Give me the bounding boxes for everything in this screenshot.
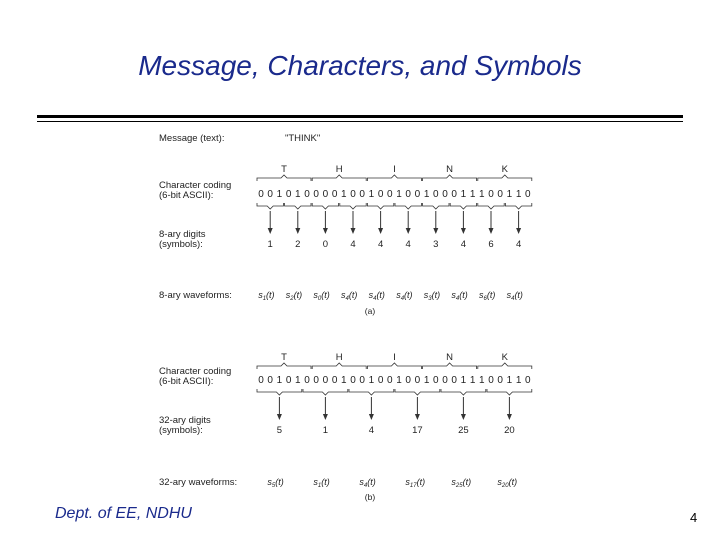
part-a-bit: 0 [267, 189, 273, 200]
part-b-coding-label-2: (6-bit ASCII): [159, 376, 214, 387]
part-a-bit: 0 [377, 189, 384, 200]
part-b-caption: (b) [364, 492, 376, 502]
part-b-digit: 1 [322, 425, 329, 436]
part-a-char-h: H [335, 164, 343, 175]
part-a-bit: 0 [525, 189, 531, 200]
part-a-bit: 0 [497, 189, 503, 200]
part-a-arrow-head [516, 228, 521, 234]
part-a-waveform: $s_1(t)$ [258, 290, 275, 302]
part-b-bit: 1 [368, 375, 375, 386]
part-b-char-bracket [257, 363, 311, 369]
part-a-coding-label-1: Character coding [159, 180, 232, 191]
part-a-bit: 1 [479, 189, 485, 200]
part-a-char-k: K [501, 164, 508, 175]
part-a-bit: 1 [515, 189, 522, 200]
part-b-symbol-bracket [303, 389, 348, 395]
part-b-bit: 0 [414, 375, 421, 386]
part-b-digit: 4 [368, 425, 375, 436]
part-b-waveform: $s_{17}(t)$ [405, 477, 426, 489]
part-b-arrow-head [507, 414, 512, 420]
part-a-digit: 4 [515, 239, 522, 250]
part-a-bit: 0 [322, 189, 329, 200]
part-b-char-t: T [281, 352, 287, 363]
part-b-waveform: $s_{20}(t)$ [497, 477, 518, 489]
part-a-waveform: $s_2(t)$ [285, 290, 303, 302]
part-a-symbol-bracket [312, 203, 338, 209]
part-b-bit: 1 [479, 375, 485, 386]
part-b-bit: 0 [488, 375, 494, 386]
part-b-arrow-head [323, 414, 328, 420]
part-a-bit: 1 [469, 189, 476, 200]
part-a-waveform: $s_4(t)$ [368, 290, 385, 302]
part-a-arrow-head [295, 228, 300, 234]
part-b-char-bracket [367, 363, 421, 369]
part-b-digit: 20 [504, 425, 515, 436]
part-a-digit: 4 [377, 239, 384, 250]
part-a-symbol-bracket [478, 203, 504, 209]
part-b-bit: 0 [359, 375, 365, 386]
part-a-digits-label-1: 8-ary digits [159, 229, 206, 240]
part-a-bit: 0 [331, 189, 338, 200]
part-a-bit: 0 [433, 189, 439, 200]
part-b-bit: 1 [341, 375, 347, 386]
part-a-arrow-head [461, 228, 466, 234]
part-a-bit: 0 [451, 189, 457, 200]
part-a-bit: 0 [350, 189, 356, 200]
part-a-arrow-head [433, 228, 438, 234]
part-a-digit: 4 [405, 239, 411, 250]
part-a-digit: 0 [322, 239, 329, 250]
part-b-bit: 1 [276, 375, 283, 386]
part-b-arrow-head [415, 414, 420, 420]
part-b-char-k: K [501, 352, 508, 363]
part-a-char-n: N [446, 164, 454, 175]
part-a-bit: 0 [313, 189, 319, 200]
part-b-symbol-bracket [349, 389, 394, 395]
part-a-waveform: $s_0(t)$ [313, 290, 330, 302]
part-b-bit: 0 [405, 375, 411, 386]
part-b-char-bracket [312, 363, 366, 369]
part-b-bit: 1 [460, 375, 467, 386]
part-b-bit: 1 [506, 375, 513, 386]
part-a-symbol-bracket [367, 203, 393, 209]
part-a-char-bracket [367, 175, 421, 181]
part-a-bit: 1 [295, 189, 301, 200]
part-a-digit: 1 [267, 239, 273, 250]
part-b-arrow-head [277, 414, 282, 420]
part-b-waveforms-label: 32-ary waveforms: [159, 477, 238, 488]
part-b-digits-label-1: 32-ary digits [159, 415, 211, 426]
part-a-bit: 0 [258, 189, 264, 200]
part-a-coding-label-2: (6-bit ASCII): [159, 190, 214, 201]
part-b-bit: 0 [387, 375, 393, 386]
part-a-waveform: $s_4(t)$ [396, 290, 413, 302]
part-a-bit: 1 [276, 189, 283, 200]
part-a-char-i: I [393, 164, 396, 175]
part-a-char-bracket [478, 175, 532, 181]
part-a-digits-label-2: (symbols): [159, 239, 203, 250]
part-a-waveform: $s_4(t)$ [506, 290, 523, 302]
part-b-char-h: H [335, 352, 343, 363]
part-b-bit: 1 [423, 375, 430, 386]
part-a-bit: 1 [506, 189, 513, 200]
part-b-bit: 0 [258, 375, 264, 386]
part-a-arrow-head [378, 228, 383, 234]
part-b-char-bracket [423, 363, 477, 369]
part-b-bit: 0 [497, 375, 503, 386]
part-b-arrow-head [461, 414, 466, 420]
part-a-bit: 0 [359, 189, 365, 200]
part-a-bit: 0 [285, 189, 292, 200]
part-a-symbol-bracket [450, 203, 476, 209]
part-a-digit: 4 [460, 239, 467, 250]
part-b-digit: 5 [276, 425, 283, 436]
part-a-char-t: T [281, 164, 287, 175]
part-a-digit: 3 [433, 239, 439, 250]
slide-title: Message, Characters, and Symbols [138, 50, 582, 81]
part-b-waveform: $s_4(t)$ [359, 477, 376, 489]
part-a-arrow-head [351, 228, 356, 234]
part-a-symbol-bracket [423, 203, 449, 209]
part-b-bit: 0 [313, 375, 319, 386]
part-a-symbol-bracket [257, 203, 283, 209]
part-a-bit: 0 [405, 189, 411, 200]
part-b-bit: 0 [350, 375, 356, 386]
part-a-symbol-bracket [395, 203, 421, 209]
part-b-bit: 0 [442, 375, 448, 386]
part-b-waveform: $s_5(t)$ [267, 477, 284, 489]
part-b-bit: 0 [433, 375, 439, 386]
part-b-digits-label-2: (symbols): [159, 425, 203, 436]
part-b-bit: 0 [525, 375, 531, 386]
part-b-symbol-bracket [487, 389, 532, 395]
part-b-symbol-bracket [441, 389, 486, 395]
part-b-symbol-bracket [395, 389, 440, 395]
part-b-symbol-bracket [257, 389, 302, 395]
part-a-bit: 1 [341, 189, 347, 200]
part-b-bit: 0 [451, 375, 457, 386]
part-a-char-bracket [312, 175, 366, 181]
part-a-bit: 0 [488, 189, 494, 200]
part-a-bit: 1 [460, 189, 467, 200]
part-b-waveform: $s_{25}(t)$ [451, 477, 472, 489]
part-b-char-i: I [393, 352, 396, 363]
part-a-digit: 2 [295, 239, 301, 250]
part-a-arrow-head [489, 228, 494, 234]
part-b-bit: 1 [515, 375, 522, 386]
part-b-bit: 1 [469, 375, 476, 386]
part-a-bit: 0 [442, 189, 448, 200]
part-a-symbol-bracket [285, 203, 311, 209]
part-a-bit: 1 [423, 189, 430, 200]
part-b-waveform: $s_1(t)$ [313, 477, 330, 489]
part-a-waveform: $s_4(t)$ [451, 290, 468, 302]
part-b-arrow-head [369, 414, 374, 420]
part-a-arrow-head [268, 228, 273, 234]
part-b-bit: 0 [331, 375, 338, 386]
part-b-bit: 0 [377, 375, 384, 386]
part-a-bit: 1 [368, 189, 375, 200]
message-label: Message (text): [159, 133, 225, 144]
footer-department: Dept. of EE, NDHU [55, 505, 192, 522]
part-b-bit: 0 [285, 375, 292, 386]
part-b-char-n: N [446, 352, 454, 363]
part-a-char-bracket [423, 175, 477, 181]
part-a-waveform: $s_6(t)$ [479, 290, 496, 302]
page-number: 4 [690, 510, 698, 525]
part-b-bit: 0 [304, 375, 310, 386]
part-b-char-bracket [478, 363, 532, 369]
part-a-symbol-bracket [340, 203, 366, 209]
part-b-bit: 0 [267, 375, 273, 386]
part-a-char-bracket [257, 175, 311, 181]
part-a-bit: 0 [414, 189, 421, 200]
part-b-coding-label-1: Character coding [159, 366, 232, 377]
part-b-digit: 25 [458, 425, 469, 436]
part-a-digit: 4 [350, 239, 356, 250]
part-b-digit: 17 [412, 425, 423, 436]
part-b-bit: 0 [322, 375, 329, 386]
message-value: "THINK" [285, 133, 321, 144]
part-a-caption: (a) [364, 306, 376, 316]
part-a-waveform: $s_4(t)$ [341, 290, 358, 302]
part-a-bit: 0 [387, 189, 393, 200]
part-a-bit: 1 [396, 189, 402, 200]
part-b-bit: 1 [295, 375, 301, 386]
part-a-waveforms-label: 8-ary waveforms: [159, 290, 232, 301]
part-a-arrow-head [406, 228, 411, 234]
part-a-waveform: $s_3(t)$ [423, 290, 441, 302]
part-a-digit: 6 [488, 239, 494, 250]
part-a-arrow-head [323, 228, 328, 234]
part-b-bit: 1 [396, 375, 402, 386]
part-a-symbol-bracket [505, 203, 531, 209]
part-a-bit: 0 [304, 189, 310, 200]
